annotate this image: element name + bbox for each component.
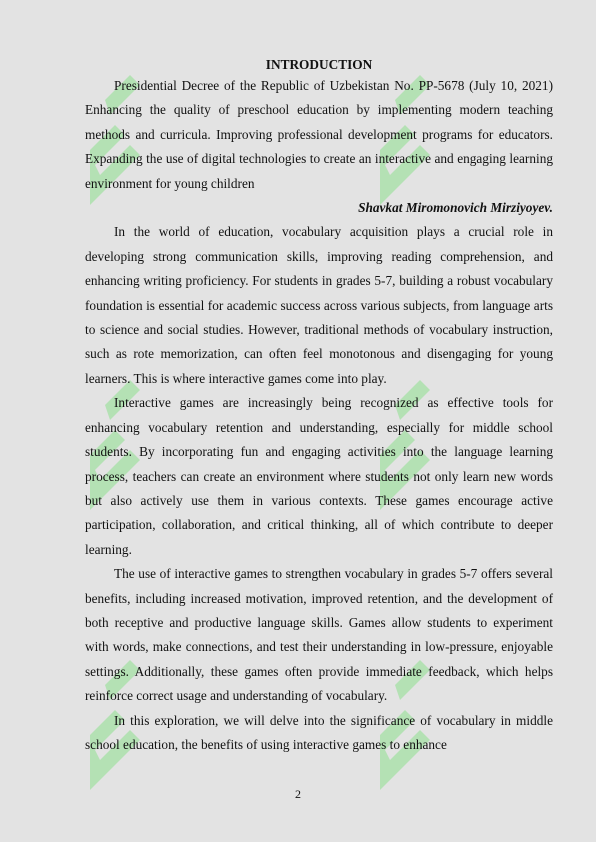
body-paragraph: Interactive games are increasingly being recognized as effective tools for enhancing vocabulary retention and understanding, especially for middle school students. By incorporating fun and engaging activities into the language learning process, teachers can create an environment where students not only learn new words but also actively use them in various contexts. These games encourage active participation, collaboration, and critical thinking, all of which contribute to deeper learning. bbox=[85, 395, 553, 557]
document-body bbox=[85, 56, 553, 757]
body-paragraph: The use of interactive games to strengthen vocabulary in grades 5-7 offers several benefits, including increased motivation, improved retention, and the development of both receptive and productive language skills. Games allow students to experiment with words, make connections, and test their understanding in low-pressure, enjoyable settings. Additionally, these games often provide immediate feedback, which helps reinforce correct usage and understanding of vocabulary. bbox=[85, 566, 553, 704]
signature: Shavkat Miromonovich Mirziyoyev. bbox=[358, 200, 553, 216]
section-heading: INTRODUCTION bbox=[265, 57, 373, 72]
body-paragraph: In the world of education, vocabulary acquisition plays a crucial role in developing strong communication skills, improving reading comprehension, and enhancing writing proficiency. For students in grades 5-7, building a robust vocabulary foundation is essential for academic success across various subjects, from language arts to science and social studies. However, traditional methods of vocabulary instruction, such as rote memorization, can often feel monotonous and disengaging for young learners. This is where interactive games come into play. bbox=[85, 224, 553, 386]
page-number: 2 bbox=[295, 787, 301, 801]
body-paragraph: In this exploration, we will delve into the significance of vocabulary in middle school education, the benefits of using interactive games to enhance bbox=[85, 712, 553, 752]
decree-paragraph: Presidential Decree of the Republic of Uzbekistan No. PP-5678 (July 10, 2021) Enhancing the quality of preschool education by implementing modern teaching methods and curricula. Improving professional development programs for educators. Expanding the use of digital technologies to create an interactive and engaging learning environment for young children bbox=[85, 78, 553, 191]
